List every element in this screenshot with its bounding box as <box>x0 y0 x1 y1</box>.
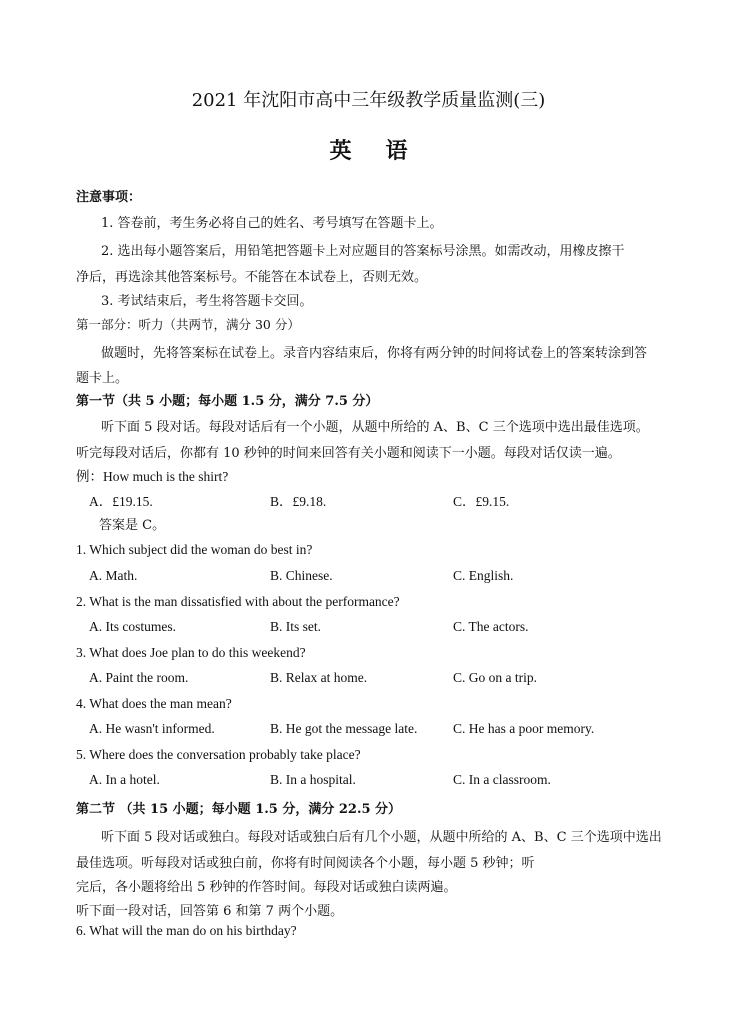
section2-instr-line-3: 完后，各小题将给出 5 秒钟的作答时间。每段对话或独白读两遍。 <box>76 880 457 895</box>
question-5-option-a: A. In a hotel. <box>89 772 160 787</box>
question-4-option-a: A. He wasn't informed. <box>89 721 215 736</box>
section1-instr-line-2: 听完每段对话后，你都有 10 秒钟的时间来回答有关小题和阅读下一小题。每段对话仅读一遍。 <box>76 446 621 461</box>
note-item-3: 3. 考试结束后，考生将答题卡交回。 <box>101 294 313 309</box>
section2-heading: 第二节 （共 15 小题；每小题 1.5 分，满分 22.5 分） <box>76 802 402 817</box>
part1-instr-line-1: 做题时，先将答案标在试卷上。录音内容结束后，你将有两分钟的时间将试卷上的答案转涂到答 <box>101 346 648 361</box>
example-option-c: C．£9.15. <box>453 494 510 509</box>
section2-instr-line-2: 最佳选项。听每段对话或独白前，你将有时间阅读各个小题，每小题 5 秒钟；听 <box>76 856 535 871</box>
question-4-option-b: B. He got the message late. <box>270 721 418 736</box>
question-1-option-c: C. English. <box>453 568 514 583</box>
question-4: 4. What does the man mean? <box>76 696 232 711</box>
note-item-2-line-1: 2. 选出每小题答案后，用铅笔把答题卡上对应题目的答案标号涂黑。如需改动，用橡皮擦干 <box>101 244 625 259</box>
section1-instr-line-1: 听下面 5 段对话。每段对话后有一个小题，从题中所给的 A、B、C 三个选项中选出最佳选项。 <box>101 420 649 435</box>
example-answer: 答案是 C。 <box>99 518 166 533</box>
question-3-option-b: B. Relax at home. <box>270 670 368 685</box>
section2-instr-line-4: 听下面一段对话，回答第 6 和第 7 两个小题。 <box>76 904 344 919</box>
question-2-option-c: C. The actors. <box>453 619 529 634</box>
question-3: 3. What does Joe plan to do this weekend? <box>76 645 306 660</box>
question-1: 1. Which subject did the woman do best in? <box>76 542 313 557</box>
part1-instr-line-2: 题卡上。 <box>76 371 129 386</box>
subject-title: 英语 <box>329 138 442 164</box>
question-6: 6. What will the man do on his birthday? <box>76 923 297 938</box>
question-1-option-b: B. Chinese. <box>270 568 333 583</box>
note-item-1: 1. 答卷前，考生务必将自己的姓名、考号填写在答题卡上。 <box>101 216 443 231</box>
section2-instr-line-1: 听下面 5 段对话或独白。每段对话或独白后有几个小题，从题中所给的 A、B、C 三个选项中选出 <box>101 830 662 845</box>
example-option-b: B．£9.18. <box>270 494 327 509</box>
question-5: 5. Where does the conversation probably take place? <box>76 747 361 762</box>
example-question: 例：How much is the shirt? <box>76 469 229 484</box>
question-2: 2. What is the man dissatisfied with about the performance? <box>76 594 400 609</box>
note-item-2-line-2: 净后，再选涂其他答案标号。不能答在本试卷上，否则无效。 <box>76 270 428 285</box>
question-4-option-c: C. He has a poor memory. <box>453 721 595 736</box>
part1-heading: 第一部分：听力（共两节，满分 30 分） <box>76 317 300 332</box>
notes-heading: 注意事项： <box>76 190 142 205</box>
question-2-option-b: B. Its set. <box>270 619 322 634</box>
example-option-a: A．£19.15. <box>89 494 153 509</box>
question-5-option-b: B. In a hospital. <box>270 772 356 787</box>
exam-title: 2021 年沈阳市高中三年级教学质量监测(三) <box>191 90 546 111</box>
question-2-option-a: A. Its costumes. <box>89 619 176 634</box>
section1-heading: 第一节（共 5 小题；每小题 1.5 分，满分 7.5 分） <box>76 394 379 409</box>
question-5-option-c: C. In a classroom. <box>453 772 551 787</box>
question-3-option-a: A. Paint the room. <box>89 670 189 685</box>
question-1-option-a: A. Math. <box>89 568 138 583</box>
question-3-option-c: C. Go on a trip. <box>453 670 537 685</box>
